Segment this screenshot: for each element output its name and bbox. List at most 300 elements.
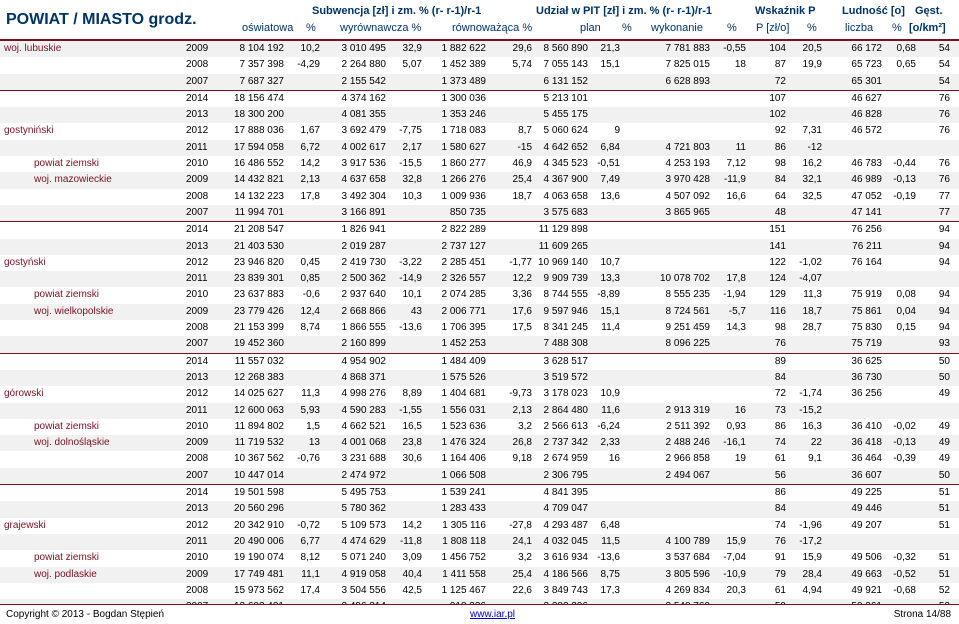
- cell-c13: 76 164: [851, 256, 882, 268]
- cell-c3: 2 474 972: [341, 469, 386, 481]
- cell-c6: -9,73: [509, 388, 532, 400]
- cell-y: 2014: [186, 92, 209, 104]
- header-pct-oswiatowa: %: [306, 22, 316, 34]
- table-row: [0, 320, 959, 336]
- cell-c11: 48: [774, 206, 786, 218]
- cell-c13: 49 663: [851, 568, 882, 580]
- cell-c7: 10 969 140: [537, 256, 588, 268]
- cell-c9: 7 825 015: [665, 59, 710, 71]
- table-row: [0, 189, 959, 205]
- cell-c15: 76: [938, 158, 950, 170]
- cell-c1: 18 300 200: [233, 109, 284, 121]
- cell-c1: 23 839 301: [233, 273, 284, 285]
- cell-c3: 2 500 362: [341, 273, 386, 285]
- cell-c15: 49: [938, 453, 950, 465]
- cell-c5: 1 353 246: [441, 109, 486, 121]
- cell-c7: 8 341 245: [543, 322, 588, 334]
- cell-c13: 36 418: [851, 437, 882, 449]
- cell-c2: 11,1: [301, 568, 320, 580]
- table-row: [0, 501, 959, 517]
- cell-c8: 11,4: [601, 322, 620, 334]
- cell-c15: 77: [938, 190, 950, 202]
- cell-c7: 4 293 487: [543, 519, 588, 531]
- cell-c13: 46 828: [851, 109, 882, 121]
- cell-c13: 75 719: [851, 338, 882, 350]
- cell-c8: 8,75: [600, 568, 620, 580]
- cell-c1: 23 779 426: [233, 305, 284, 317]
- cell-y: 2009: [186, 568, 209, 580]
- table-row: [0, 419, 959, 435]
- cell-c2: -0,6: [302, 289, 320, 301]
- cell-y: 2009: [186, 43, 209, 54]
- website-link[interactable]: www.iar.pl: [470, 609, 516, 620]
- cell-c13: 49 446: [851, 503, 882, 515]
- cell-c8: 6,84: [600, 141, 620, 153]
- cell-c5: 1 266 276: [441, 174, 486, 186]
- cell-c4: -15,5: [399, 158, 422, 170]
- header-rownowazaca: równoważąca %: [452, 22, 533, 34]
- cell-c8: 2,33: [600, 437, 620, 449]
- cell-c14: 0,08: [896, 289, 916, 301]
- cell-c8: -6,24: [597, 420, 620, 432]
- cell-c9: 4 100 789: [665, 535, 710, 547]
- cell-c9: 2 966 858: [665, 453, 710, 465]
- cell-c1: 10 447 014: [233, 469, 284, 481]
- header-wykonanie: wykonanie: [651, 22, 703, 34]
- cell-c4: 14,2: [402, 519, 422, 531]
- cell-c3: 4 081 355: [341, 109, 386, 121]
- cell-c7: 5 455 175: [543, 109, 588, 121]
- cell-c15: 77: [938, 206, 950, 218]
- cell-y: 2013: [186, 240, 209, 252]
- cell-c7: 4 063 658: [543, 190, 588, 202]
- cell-c12: -15,2: [799, 404, 822, 416]
- cell-c5: 1 300 036: [441, 92, 486, 104]
- cell-c10: -16,1: [723, 437, 746, 449]
- cell-c3: 3 692 479: [341, 125, 386, 137]
- cell-c12: 16,2: [802, 158, 822, 170]
- cell-c6: 17,6: [512, 305, 532, 317]
- row-label: gostyński: [4, 256, 46, 268]
- cell-c13: 36 256: [851, 388, 882, 400]
- cell-c9: 10 078 702: [659, 273, 710, 285]
- cell-c11: 84: [774, 174, 786, 186]
- cell-c12: 19,9: [802, 59, 822, 71]
- cell-c2: -0,72: [297, 519, 320, 531]
- cell-c1: 18 156 474: [233, 92, 284, 104]
- cell-c11: 87: [774, 59, 786, 71]
- cell-c11: 79: [774, 568, 786, 580]
- cell-c4: 10,3: [402, 190, 422, 202]
- row-label: powiat ziemski: [34, 158, 100, 170]
- cell-c13: 49 921: [851, 584, 882, 596]
- table-row: [0, 304, 959, 320]
- table-row: [0, 239, 959, 255]
- cell-c4: 5,07: [402, 59, 422, 71]
- cell-c11: 104: [769, 43, 786, 54]
- table-row: [0, 205, 959, 221]
- cell-c5: 1 556 031: [441, 404, 486, 416]
- cell-c1: 21 403 530: [233, 240, 284, 252]
- cell-c8: 10,7: [600, 256, 620, 268]
- cell-c2: -4,29: [297, 59, 320, 71]
- cell-c11: 92: [774, 125, 786, 137]
- cell-c1: 19 501 598: [233, 487, 284, 499]
- cell-c2: 11,3: [301, 388, 320, 400]
- cell-c2: 8,12: [300, 552, 320, 564]
- cell-c1: 11 894 802: [234, 420, 284, 432]
- cell-c8: 13,6: [600, 190, 620, 202]
- cell-c7: 8 560 890: [543, 43, 588, 54]
- cell-c6: 17,5: [512, 322, 532, 334]
- cell-c1: 17 888 036: [233, 125, 284, 137]
- cell-c7: 8 744 555: [543, 289, 588, 301]
- cell-c10: -10,9: [723, 568, 746, 580]
- cell-c5: 1 539 241: [441, 487, 486, 499]
- data-table: [0, 41, 959, 615]
- cell-c14: 0,15: [896, 322, 916, 334]
- cell-c2: 6,72: [300, 141, 320, 153]
- cell-c1: 19 190 074: [233, 552, 284, 564]
- cell-c3: 3 231 688: [341, 453, 386, 465]
- cell-c7: 7 055 143: [543, 59, 588, 71]
- cell-y: 2009: [186, 174, 209, 186]
- row-label: woj. dolnośląskie: [34, 437, 110, 449]
- cell-c14: 0,04: [896, 305, 916, 317]
- cell-c9: 8 096 225: [665, 338, 710, 350]
- header-subwencja: Subwencja [zł] i zm. % (r- r-1)/r-1: [312, 5, 482, 17]
- cell-c3: 2 419 730: [341, 256, 386, 268]
- table-row: [0, 583, 959, 599]
- cell-c1: 23 637 883: [233, 289, 284, 301]
- cell-c11: 84: [774, 503, 786, 515]
- cell-c5: 1 373 489: [441, 75, 486, 87]
- cell-c13: 47 052: [851, 190, 882, 202]
- cell-c1: 8 104 192: [239, 43, 284, 54]
- cell-c14: -0,39: [893, 453, 916, 465]
- cell-c12: -1,96: [799, 519, 822, 531]
- cell-c12: 22: [810, 437, 822, 449]
- cell-c15: 93: [938, 338, 950, 350]
- table-row: [0, 172, 959, 188]
- cell-c5: 1 808 118: [442, 535, 486, 547]
- cell-c10: 7,12: [726, 158, 746, 170]
- cell-c5: 1 305 116: [442, 519, 486, 531]
- cell-c3: 4 662 521: [341, 420, 386, 432]
- page-number: Strona 14/88: [893, 609, 951, 620]
- cell-c14: -0,13: [893, 437, 916, 449]
- cell-c3: 4 954 902: [341, 355, 386, 367]
- cell-y: 2013: [186, 109, 209, 121]
- cell-c11: 107: [769, 92, 786, 104]
- cell-c2: 0,45: [300, 256, 320, 268]
- cell-c4: 43: [410, 305, 422, 317]
- cell-y: 2014: [186, 487, 209, 499]
- cell-c5: 1 523 636: [441, 420, 486, 432]
- header-gestosc: Gęst.: [915, 5, 943, 17]
- cell-c8: 7,49: [600, 174, 620, 186]
- cell-c3: 4 637 658: [341, 174, 386, 186]
- cell-c10: 19: [734, 453, 746, 465]
- header-pct-wykonanie: %: [727, 22, 737, 34]
- cell-c5: 2 326 557: [441, 273, 486, 285]
- cell-c10: 18: [734, 59, 746, 71]
- cell-c7: 2 306 795: [543, 469, 588, 481]
- header-oswiatowa: oświatowa: [242, 22, 294, 34]
- cell-c9: 4 507 092: [665, 190, 710, 202]
- cell-c3: 2 155 542: [341, 75, 386, 87]
- cell-c2: 1,5: [306, 420, 320, 432]
- cell-y: 2010: [186, 420, 209, 432]
- cell-c3: 4 374 162: [341, 92, 386, 104]
- cell-c3: 4 590 283: [341, 404, 386, 416]
- cell-c15: 51: [938, 519, 950, 531]
- cell-c13: 46 989: [851, 174, 882, 186]
- cell-y: 2011: [186, 273, 208, 285]
- table-row: [0, 386, 959, 402]
- cell-c13: 75 830: [851, 322, 882, 334]
- cell-c3: 3 010 495: [341, 43, 386, 54]
- cell-c1: 10 367 562: [233, 453, 284, 465]
- cell-c14: -0,02: [893, 420, 916, 432]
- cell-c4: 30,6: [402, 453, 422, 465]
- cell-c13: 76 256: [851, 224, 882, 236]
- cell-c15: 54: [938, 43, 950, 54]
- cell-c13: 47 141: [851, 206, 882, 218]
- cell-c1: 23 946 820: [233, 256, 284, 268]
- cell-c11: 102: [769, 109, 786, 121]
- cell-c14: -0,19: [893, 190, 916, 202]
- cell-c4: 42,5: [402, 584, 422, 596]
- cell-c1: 16 486 552: [233, 158, 284, 170]
- cell-c3: 4 919 058: [341, 568, 386, 580]
- cell-c13: 65 723: [851, 59, 882, 71]
- cell-c8: 10,9: [600, 388, 620, 400]
- cell-c6: 25,4: [512, 568, 532, 580]
- cell-c7: 11 129 898: [538, 224, 588, 236]
- cell-c7: 3 849 743: [543, 584, 588, 596]
- cell-c13: 36 607: [851, 469, 882, 481]
- cell-c10: -11,9: [723, 174, 746, 186]
- cell-c4: 10,1: [402, 289, 422, 301]
- table-row: [0, 74, 959, 90]
- cell-c3: 4 002 617: [341, 141, 386, 153]
- header-ludnosc: Ludność [o]: [842, 5, 905, 17]
- cell-c9: 2 511 392: [666, 420, 710, 432]
- cell-c3: 4 868 371: [341, 371, 386, 383]
- cell-c4: 3,09: [402, 552, 422, 564]
- cell-c12: -1,74: [799, 388, 822, 400]
- cell-c7: 2 737 342: [543, 437, 588, 449]
- row-label: woj. mazowieckie: [34, 174, 112, 186]
- cell-c1: 7 357 398: [239, 59, 284, 71]
- cell-c8: 17,3: [600, 584, 620, 596]
- cell-c7: 11 609 265: [538, 240, 588, 252]
- cell-c12: 9,1: [808, 453, 822, 465]
- cell-c9: 4 721 803: [665, 141, 710, 153]
- cell-c1: 14 025 627: [233, 388, 284, 400]
- cell-c12: 32,5: [802, 190, 822, 202]
- cell-c8: 15,1: [600, 59, 620, 71]
- cell-c12: 4,94: [802, 584, 822, 596]
- cell-c10: 16,6: [726, 190, 746, 202]
- cell-c8: 6,48: [600, 519, 620, 531]
- cell-c5: 2 737 127: [441, 240, 486, 252]
- table-row: [0, 353, 959, 370]
- cell-c13: 36 730: [851, 371, 882, 383]
- cell-c2: 1,67: [300, 125, 320, 137]
- header-udzial-pit: Udział w PIT [zł] i zm. % (r- r-1)/r-1: [536, 5, 713, 17]
- cell-c3: 3 504 556: [341, 584, 386, 596]
- cell-c6: 18,7: [512, 190, 532, 202]
- cell-c11: 129: [769, 289, 786, 301]
- cell-c5: 1 718 083: [441, 125, 486, 137]
- cell-c1: 20 490 006: [233, 535, 284, 547]
- cell-c7: 3 575 683: [543, 206, 588, 218]
- cell-c11: 61: [774, 584, 786, 596]
- cell-y: 2014: [186, 355, 209, 367]
- cell-c7: 3 178 023: [543, 388, 588, 400]
- cell-c15: 50: [938, 355, 950, 367]
- cell-y: 2008: [186, 584, 209, 596]
- cell-c1: 7 687 327: [239, 75, 284, 87]
- cell-c11: 141: [769, 240, 786, 252]
- cell-c6: -1,77: [509, 256, 532, 268]
- cell-c13: 75 919: [851, 289, 882, 301]
- cell-c6: 46,9: [512, 158, 532, 170]
- cell-c15: 76: [938, 125, 950, 137]
- cell-c15: 54: [938, 75, 950, 87]
- cell-c4: 16,5: [402, 420, 422, 432]
- cell-c12: -17,2: [799, 535, 822, 547]
- cell-c14: 0,68: [896, 43, 916, 54]
- cell-c15: 94: [938, 224, 950, 236]
- cell-y: 2007: [186, 469, 209, 481]
- cell-c5: 1 066 508: [441, 469, 486, 481]
- cell-c6: 26,8: [512, 437, 532, 449]
- cell-c9: 8 724 561: [665, 305, 710, 317]
- cell-c11: 98: [774, 158, 786, 170]
- cell-c11: 151: [769, 224, 786, 236]
- cell-c1: 15 973 562: [233, 584, 284, 596]
- cell-c2: 10,2: [300, 43, 320, 54]
- cell-c15: 51: [938, 487, 950, 499]
- cell-c15: 54: [938, 59, 950, 71]
- cell-c13: 36 625: [851, 355, 882, 367]
- cell-y: 2010: [186, 289, 209, 301]
- cell-c6: -27,8: [509, 519, 532, 531]
- header-wyrownawcza: wyrównawcza %: [340, 22, 422, 34]
- cell-c3: 5 780 362: [341, 503, 386, 515]
- cell-c11: 56: [774, 469, 786, 481]
- cell-c13: 49 225: [851, 487, 882, 499]
- cell-c6: 3,2: [518, 552, 532, 564]
- cell-c10: -1,94: [723, 289, 746, 301]
- cell-c12: 32,1: [802, 174, 822, 186]
- cell-c2: 13: [308, 437, 320, 449]
- cell-c6: 22,6: [512, 584, 532, 596]
- cell-c5: 1 164 406: [441, 453, 486, 465]
- cell-c12: 28,4: [802, 568, 822, 580]
- cell-c10: 11: [735, 141, 746, 153]
- table-row: [0, 534, 959, 550]
- header-pct-plan: %: [622, 22, 632, 34]
- cell-c12: 7,31: [802, 125, 822, 137]
- cell-c1: 14 132 223: [233, 190, 284, 202]
- cell-c9: 4 253 193: [665, 158, 710, 170]
- cell-c1: 21 208 547: [233, 224, 284, 236]
- cell-c9: 3 805 596: [665, 568, 710, 580]
- cell-y: 2013: [186, 371, 209, 383]
- cell-c3: 2 937 640: [341, 289, 386, 301]
- cell-y: 2008: [186, 453, 209, 465]
- cell-c1: 20 560 296: [233, 503, 284, 515]
- cell-c5: 1 860 277: [441, 158, 486, 170]
- cell-c5: 1 283 433: [441, 503, 486, 515]
- cell-c2: 12,4: [300, 305, 320, 317]
- cell-c1: 14 432 821: [233, 174, 284, 186]
- cell-c13: 46 627: [851, 92, 882, 104]
- cell-c1: 11 994 701: [234, 206, 284, 218]
- cell-c8: 11,5: [601, 535, 620, 547]
- cell-c9: 2 488 246: [665, 437, 710, 449]
- cell-c10: 17,8: [726, 273, 746, 285]
- cell-y: 2012: [186, 256, 209, 268]
- cell-c13: 76 211: [852, 240, 882, 252]
- cell-c12: -4,07: [799, 273, 822, 285]
- table-row: [0, 403, 959, 419]
- cell-c5: 1 125 467: [441, 584, 486, 596]
- cell-c4: -11,8: [399, 535, 422, 547]
- cell-c8: 9: [614, 125, 620, 137]
- cell-c7: 4 642 652: [543, 141, 588, 153]
- header-pct-p: %: [807, 22, 817, 34]
- cell-c1: 11 719 532: [234, 437, 284, 449]
- table-row: [0, 221, 959, 238]
- cell-c11: 74: [774, 437, 786, 449]
- cell-c4: 32,9: [402, 43, 422, 54]
- cell-c3: 2 019 287: [341, 240, 386, 252]
- table-row: [0, 156, 959, 172]
- cell-c7: 9 909 739: [543, 273, 588, 285]
- cell-c1: 20 342 910: [233, 519, 284, 531]
- cell-c5: 2 006 771: [441, 305, 486, 317]
- header-p-zl-o: P [zł/o]: [756, 22, 790, 34]
- cell-c6: 9,18: [512, 453, 532, 465]
- cell-c11: 84: [774, 371, 786, 383]
- cell-c11: 76: [774, 535, 786, 547]
- cell-c13: 75 861: [851, 305, 882, 317]
- cell-c14: -0,13: [893, 174, 916, 186]
- cell-c5: 2 285 451: [441, 256, 486, 268]
- cell-c15: 51: [938, 503, 950, 515]
- cell-c6: 5,74: [512, 59, 532, 71]
- cell-c1: 17 749 481: [233, 568, 284, 580]
- cell-c4: -14,9: [399, 273, 422, 285]
- table-row: [0, 287, 959, 303]
- cell-c15: 76: [938, 109, 950, 121]
- cell-c8: -8,89: [597, 289, 620, 301]
- cell-c6: 3,36: [512, 289, 532, 301]
- cell-c4: -3,22: [399, 256, 422, 268]
- cell-y: 2012: [186, 125, 209, 137]
- cell-c5: 1 452 389: [441, 59, 486, 71]
- cell-c12: 28,7: [802, 322, 822, 334]
- table-row: [0, 435, 959, 451]
- cell-c3: 4 001 068: [341, 437, 386, 449]
- table-row: [0, 468, 959, 484]
- row-label: powiat ziemski: [34, 420, 100, 432]
